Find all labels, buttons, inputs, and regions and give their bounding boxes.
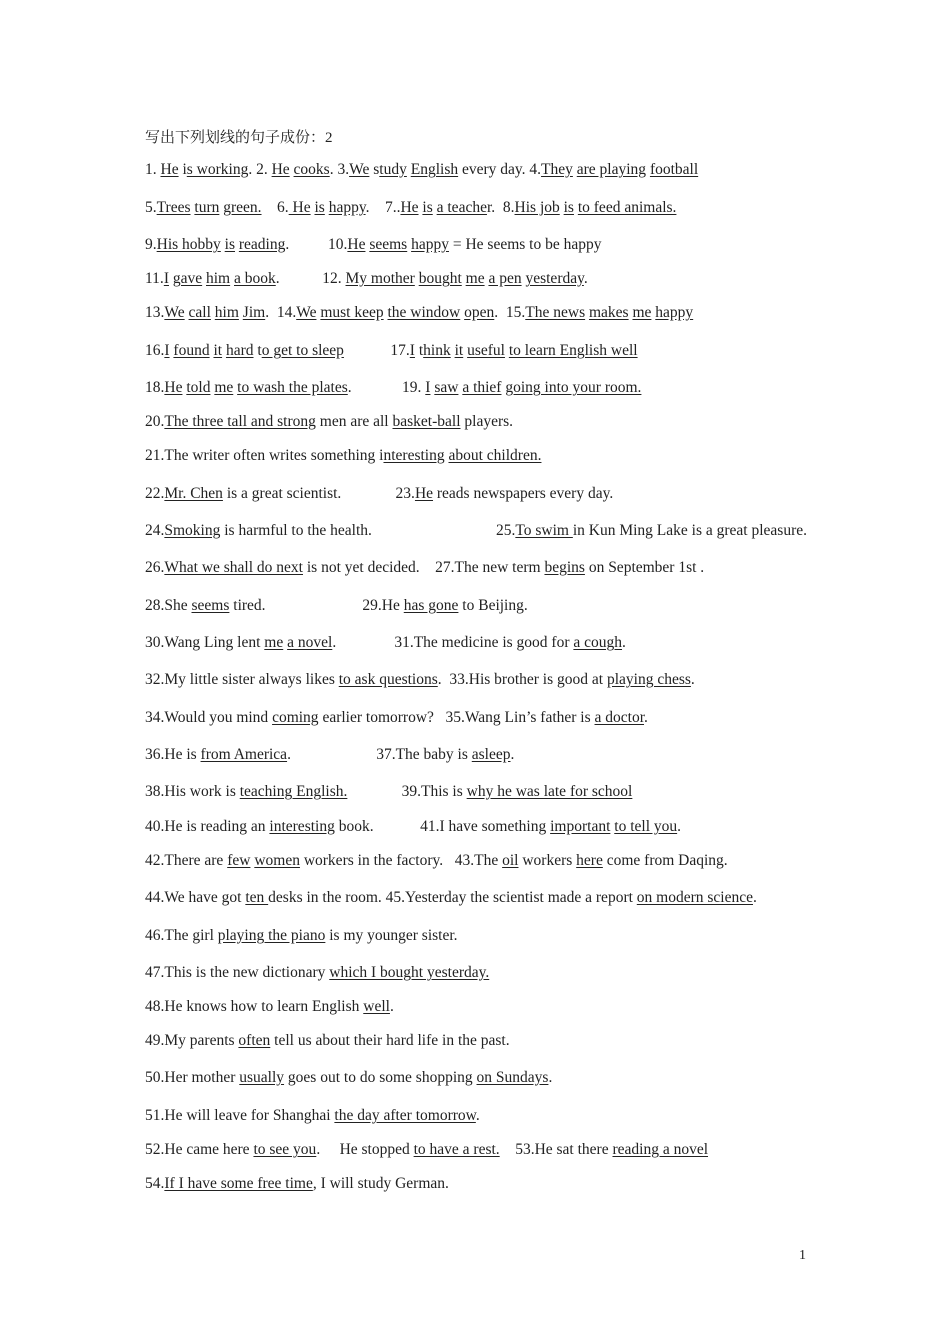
text-segment: . [389,998,394,1015]
underlined-phrase: We [296,304,317,321]
exercise-line [145,1140,708,1160]
underlined-phrase: His job [514,199,560,216]
exercise-line [145,235,602,255]
underlined-phrase: The news [525,304,586,321]
underlined-phrase: a novel [287,634,333,651]
underlined-phrase: I [409,342,415,359]
underlined-phrase: me [214,379,234,396]
underlined-phrase: is [422,199,433,216]
underlined-phrase: is [314,199,325,216]
exercise-line [145,378,641,398]
text-segment: 26. [145,559,165,576]
text-segment: is a great scientist. 23. [222,485,415,502]
underlined-phrase: I [425,379,431,396]
underlined-phrase: o get to sleep [261,342,344,359]
underlined-phrase: oil [502,852,519,869]
underlined-phrase: him [206,270,231,287]
text-segment: t [414,342,424,359]
exercise-line [145,997,394,1017]
underlined-phrase: me [465,270,485,287]
exercise-line [145,303,693,323]
exercise-line [145,1031,510,1051]
text-segment: 54. [145,1175,165,1192]
underlined-phrase: He [400,199,419,216]
text-segment: . [548,1069,553,1086]
underlined-phrase: which I bought yesterday. [329,964,490,981]
text-segment: workers in the factory. 43.The [299,852,503,869]
underlined-phrase: basket-ball [392,413,461,430]
underlined-phrase: why he was late for school [466,783,633,800]
text-segment: is not yet decided. 27.The new term [302,559,545,576]
underlined-phrase: happy [411,236,449,253]
text-segment: . He stopped [316,1141,414,1158]
text-segment: 53.He sat there [499,1141,613,1158]
text-segment: 51.He will leave for Shanghai [145,1107,335,1124]
underlined-phrase: He [160,161,179,178]
text-segment: 39.This is [347,783,467,800]
underlined-phrase: the day after tomorrow [334,1107,476,1124]
text-segment: players. [460,413,514,430]
underlined-phrase: interesting [269,818,335,835]
exercise-line [145,782,632,802]
text-segment: 21.The writer often writes something i [145,447,384,464]
text-segment: 22. [145,485,165,502]
text-segment: . [690,671,695,688]
exercise-line [145,341,638,361]
text-segment: is my younger sister. [325,927,458,944]
text-segment: tired. 29.He [229,597,404,614]
underlined-phrase: happy [655,304,694,321]
text-segment: . [510,746,515,763]
underlined-phrase: saw [434,379,459,396]
underlined-phrase: reading [238,236,286,253]
text-segment: 11. [145,270,164,287]
exercise-line [145,446,541,466]
exercise-line [145,633,626,653]
text-segment: . 7.. [365,199,401,216]
underlined-phrase: found [173,342,210,359]
underlined-phrase: him [214,304,239,321]
text-segment: every day. 4. [458,161,542,178]
underlined-phrase: They [541,161,573,178]
underlined-phrase: English [410,161,459,178]
underlined-phrase: to see you [253,1141,317,1158]
underlined-phrase: tudy [379,161,407,178]
text-segment: 49.My parents [145,1032,239,1049]
exercise-line [145,596,528,616]
text-segment: t [253,342,262,359]
exercise-line [145,888,757,908]
underlined-phrase: well [363,998,390,1015]
text-segment: 44.We have got [145,889,246,906]
underlined-phrase: He [164,379,183,396]
underlined-phrase: must keep [320,304,384,321]
underlined-phrase: The three tall and strong [164,413,316,430]
underlined-phrase: gave [172,270,203,287]
underlined-phrase: hard [225,342,254,359]
underlined-phrase: Jim [242,304,266,321]
underlined-phrase: a doctor [594,709,645,726]
text-segment: 1. [145,161,161,178]
text-segment: . 3. [329,161,350,178]
underlined-phrase: Mr. Chen [164,485,223,502]
underlined-phrase: a thief [462,379,502,396]
exercise-line [145,412,513,432]
underlined-phrase: reading a novel [612,1141,709,1158]
text-segment: , I will study German. [312,1175,449,1192]
underlined-phrase: He [347,236,366,253]
exercise-left-group [145,521,372,541]
underlined-phrase: a pen [488,270,522,287]
underlined-phrase: from America [200,746,288,763]
underlined-phrase: begins [544,559,585,576]
text-segment: 17. [343,342,410,359]
text-segment: 34.Would you mind [145,709,273,726]
underlined-phrase: cooks [293,161,330,178]
underlined-phrase: Trees [156,199,191,216]
underlined-phrase: on Sundays [476,1069,549,1086]
text-segment: . 33.His brother is good at [437,671,607,688]
underlined-phrase: it [454,342,464,359]
underlined-phrase: makes [588,304,629,321]
text-segment: tell us about their hard life in the past. [270,1032,510,1049]
underlined-phrase: on modern science [636,889,753,906]
underlined-phrase: about children. [448,447,542,464]
underlined-phrase: To swim [515,522,573,539]
underlined-phrase: to learn English well [508,342,638,359]
exercise-line [145,521,807,541]
underlined-phrase: He [414,485,434,502]
underlined-phrase: We [349,161,370,178]
underlined-phrase: important [550,818,611,835]
text-segment: book. 41.I have something [334,818,551,835]
underlined-phrase: here [576,852,603,869]
underlined-phrase: His hobby [156,236,221,253]
underlined-phrase: told [186,379,211,396]
underlined-phrase: green. [223,199,262,216]
text-segment: is harmful to the health. [220,522,372,539]
underlined-phrase: to wash the plates [237,379,348,396]
text-segment: 48.He knows how to learn English [145,998,364,1015]
text-segment: reads newspapers every day. [433,485,614,502]
exercise-line [145,817,681,837]
underlined-phrase: bought [418,270,462,287]
underlined-phrase: hink [423,342,451,359]
underlined-phrase: I [164,342,170,359]
underlined-phrase: is [563,199,574,216]
text-segment: . [475,1107,480,1124]
underlined-phrase: asleep [471,746,511,763]
underlined-phrase: teaching English. [239,783,348,800]
underlined-phrase: He [271,161,290,178]
underlined-phrase: to tell you [614,818,678,835]
text-segment: on September 1st . [584,559,705,576]
exercise-line [145,745,514,765]
underlined-phrase: to ask questions [338,671,438,688]
underlined-phrase: it [213,342,223,359]
text-segment: 24. [145,522,165,539]
underlined-phrase: My mother [345,270,415,287]
text-segment: goes out to do some shopping [284,1069,477,1086]
underlined-phrase: I [163,270,169,287]
underlined-phrase: turn [194,199,220,216]
text-segment: 6. [261,199,289,216]
text-segment: in Kun Ming Lake is a great pleasure. [572,522,807,539]
text-segment: workers [518,852,577,869]
underlined-phrase: seems [191,597,230,614]
text-segment: . 10. [285,236,348,253]
text-segment: 16. [145,342,165,359]
underlined-phrase: ten [245,889,269,906]
text-segment: 47.This is the new dictionary [145,964,330,981]
exercise-line [145,963,489,983]
underlined-phrase: playing chess [606,671,691,688]
underlined-phrase: happy [328,199,366,216]
text-segment: . 2. [248,161,272,178]
text-segment: 28.She [145,597,192,614]
text-segment: . 31.The medicine is good for [332,634,574,651]
text-segment: . [644,709,648,726]
text-segment: . 14. [265,304,297,321]
exercise-line [145,1068,552,1088]
text-segment: . 12. [275,270,346,287]
underlined-phrase: women [254,852,300,869]
text-segment: 13. [145,304,165,321]
underlined-phrase: If I have some free time [164,1175,313,1192]
exercise-line [145,1106,480,1126]
text-segment: 42.There are [145,852,228,869]
exercise-line [145,851,728,871]
text-segment: 38.His work is [145,783,240,800]
text-segment: come from Daqing. [602,852,728,869]
text-segment: 25. [495,522,516,539]
exercise-line [145,926,458,946]
exercise-line [145,198,676,218]
exercise-line [145,269,588,289]
underlined-phrase: nteresting [383,447,445,464]
exercise-line [145,708,648,728]
text-segment: . 19. [347,379,426,396]
underlined-phrase: few [227,852,251,869]
page-number: 1 [799,1248,806,1263]
exercise-right-group [496,521,807,541]
underlined-phrase: football [649,161,699,178]
text-segment: . [753,889,757,906]
text-segment: i [178,161,187,178]
text-segment: . [677,818,681,835]
text-segment: . 15. [494,304,526,321]
text-segment: 9. [145,236,157,253]
underlined-phrase: useful [467,342,505,359]
underlined-phrase: Smoking [164,522,221,539]
underlined-phrase: coming [272,709,319,726]
underlined-phrase: open [464,304,495,321]
underlined-phrase: to have a rest. [413,1141,500,1158]
text-segment: earlier tomorrow? 35.Wang Lin’s father is [318,709,595,726]
text-segment: r. 8. [486,199,515,216]
underlined-phrase: seems [369,236,408,253]
underlined-phrase: are playing [576,161,647,178]
underlined-phrase: me [632,304,652,321]
underlined-phrase: to feed animals. [577,199,677,216]
text-segment: 36.He is [145,746,201,763]
exercise-line [145,1174,449,1194]
exercise-line [145,484,613,504]
underlined-phrase: the window [387,304,461,321]
text-segment: . [622,634,626,651]
text-segment: desks in the room. 45.Yesterday the scientist made a report [268,889,637,906]
exercise-line [145,160,698,180]
underlined-phrase: s working [186,161,249,178]
underlined-phrase: playing the piano [217,927,326,944]
underlined-phrase: yesterday [525,270,584,287]
text-segment: to Beijing. [458,597,528,614]
text-segment: = He seems to be happy [448,236,602,253]
text-segment: . [583,270,588,287]
text-segment: s [369,161,380,178]
text-segment: 5. [145,199,157,216]
underlined-phrase: a book [234,270,276,287]
text-segment: 52.He came here [145,1141,254,1158]
underlined-phrase: usually [239,1069,285,1086]
text-segment: 40.He is reading an [145,818,270,835]
underlined-phrase: He [288,199,311,216]
text-segment: 46.The girl [145,927,218,944]
underlined-phrase: going into your room. [505,379,642,396]
text-segment: men are all [315,413,393,430]
underlined-phrase: call [188,304,211,321]
underlined-phrase: a cough [573,634,623,651]
underlined-phrase: me [264,634,284,651]
underlined-phrase: We [164,304,185,321]
text-segment: 32.My little sister always likes [145,671,339,688]
text-segment: 18. [145,379,165,396]
exercise-line [145,558,704,578]
underlined-phrase: is [224,236,236,253]
text-segment: . 37.The baby is [287,746,472,763]
text-segment: 30.Wang Ling lent [145,634,265,651]
text-segment: 50.Her mother [145,1069,240,1086]
text-segment: 20. [145,413,165,430]
exercise-line [145,670,695,690]
underlined-phrase: has gone [403,597,459,614]
underlined-phrase: What we shall do next [164,559,303,576]
underlined-phrase: often [238,1032,271,1049]
worksheet-title: 写出下列划线的句子成份：2 [145,130,333,146]
underlined-phrase: a teache [436,199,487,216]
